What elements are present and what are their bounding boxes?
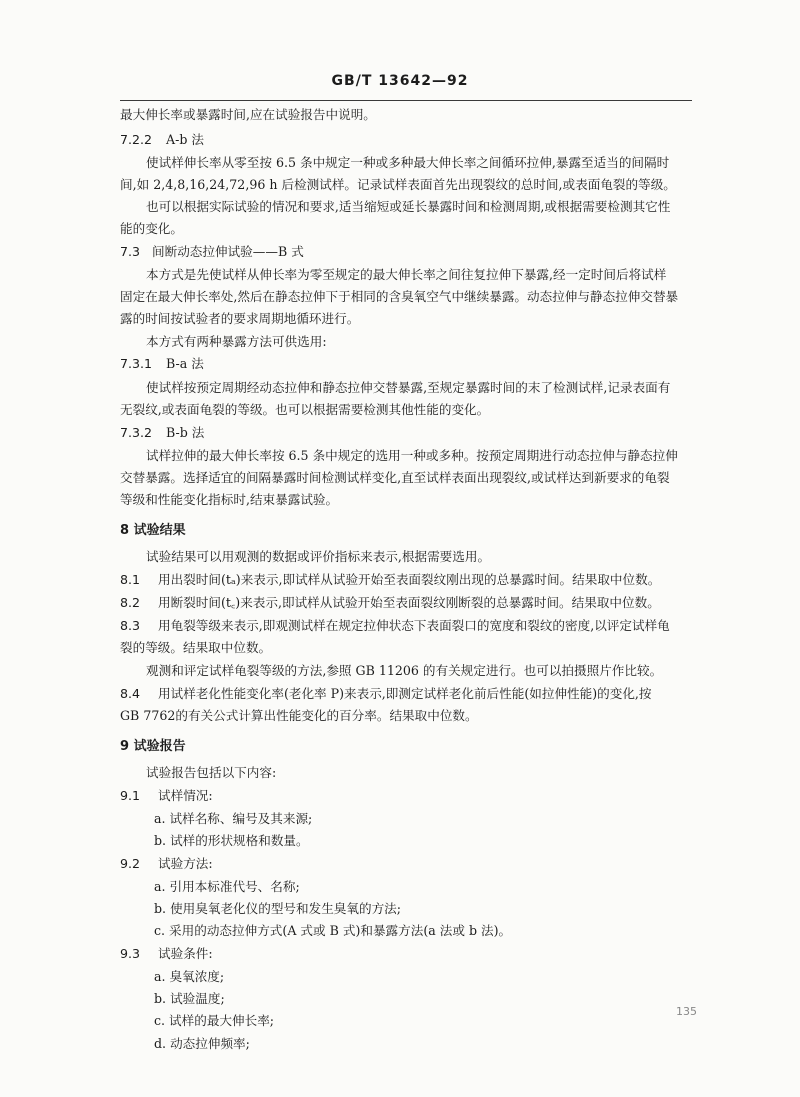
section-title-9-2: 试验方法: (158, 856, 213, 871)
section-number-8-2: 8.2 (120, 595, 141, 610)
list-item: b. 试验温度; (154, 991, 225, 1006)
paragraph-line: 能的变化。 (120, 221, 183, 236)
paragraph-line: 使试样按预定周期经动态拉伸和静态拉伸交替暴露,至规定暴露时间的末了检测试样,记录表面有 (146, 380, 671, 395)
list-item: b. 试样的形状规格和数量。 (154, 833, 309, 848)
section-number-7-2-2: 7.2.2 (120, 132, 153, 147)
section-number-8-4: 8.4 (120, 686, 141, 701)
section-number-9-1: 9.1 (120, 788, 141, 803)
paragraph-line: 间,如 2,4,8,16,24,72,96 h 后检测试样。记录试样表面首先出现裂纹的总时间,或表面龟裂的等级。 (120, 177, 676, 192)
paragraph-line: 本方式是先使试样从伸长率为零至规定的最大伸长率之间往复拉伸下暴露,经一定时间后将试样 (146, 267, 667, 282)
paragraph-line: 试样拉伸的最大伸长率按 6.5 条中规定的选用一种或多种。按预定周期进行动态拉伸与静态拉伸 (146, 448, 678, 463)
section-text-8-1: 用出裂时间(tₐ)来表示,即试样从试验开始至表面裂纹刚出现的总暴露时间。结果取中位数。 (158, 572, 661, 587)
section-number-9-3: 9.3 (120, 946, 141, 961)
section-number-7-3-1: 7.3.1 (120, 356, 153, 371)
paragraph-line: 交替暴露。选择适宜的间隔暴露时间检测试样变化,直至试样表面出现裂纹,或试样达到新要求的龟裂 (120, 470, 670, 485)
section-number-7-3: 7.3 (120, 244, 141, 259)
paragraph-line: 试验结果可以用观测的数据或评价指标来表示,根据需要选用。 (146, 549, 491, 564)
paragraph-line: 固定在最大伸长率处,然后在静态拉伸下于相同的含臭氧空气中继续暴露。动态拉伸与静态拉伸交替暴 (120, 289, 679, 304)
section-title-7-2-2: A-b 法 (166, 132, 205, 147)
paragraph-line: 本方式有两种暴露方法可供选用: (146, 334, 327, 349)
section-heading-8: 8 试验结果 (120, 523, 186, 538)
paragraph-line: 等级和性能变化指标时,结束暴露试验。 (120, 492, 339, 507)
section-text-8-4: 用试样老化性能变化率(老化率 P)来表示,即测定试样老化前后性能(如拉伸性能)的变化,按 (158, 686, 652, 701)
section-text-8-3: 用龟裂等级来表示,即观测试样在规定拉伸状态下表面裂口的宽度和裂纹的密度,以评定试样龟 (158, 618, 670, 633)
list-item: c. 试样的最大伸长率; (154, 1013, 275, 1028)
paragraph-line: GB 7762的有关公式计算出性能变化的百分率。结果取中位数。 (120, 708, 478, 723)
list-item: a. 臭氧浓度; (154, 969, 225, 984)
paragraph-line: 观测和评定试样龟裂等级的方法,参照 GB 11206 的有关规定进行。也可以拍摄照片作比较。 (146, 663, 663, 678)
section-text-8-2: 用断裂时间(t꜀)来表示,即试样从试验开始至表面裂纹刚断裂的总暴露时间。结果取中位数。 (158, 595, 660, 610)
page-number: 135 (676, 1005, 697, 1018)
list-item: b. 使用臭氧老化仪的型号和发生臭氧的方法; (154, 901, 401, 916)
paragraph-line: 也可以根据实际试验的情况和要求,适当缩短或延长暴露时间和检测周期,或根据需要检测其它性 (146, 199, 671, 214)
list-item: c. 采用的动态拉伸方式(A 式或 B 式)和暴露方法(a 法或 b 法)。 (154, 923, 512, 938)
section-title-7-3: 间断动态拉伸试验——B 式 (152, 244, 304, 259)
list-item: a. 引用本标准代号、名称; (154, 879, 300, 894)
section-heading-9: 9 试验报告 (120, 739, 186, 754)
section-number-9-2: 9.2 (120, 856, 141, 871)
list-item: d. 动态拉伸频率; (154, 1036, 250, 1051)
section-title-7-3-1: B-a 法 (166, 356, 204, 371)
section-number-7-3-2: 7.3.2 (120, 425, 153, 440)
paragraph-line: 最大伸长率或暴露时间,应在试验报告中说明。 (120, 107, 376, 122)
header-rule (120, 100, 692, 101)
section-title-9-3: 试验条件: (158, 946, 213, 961)
paragraph-line: 使试样伸长率从零至按 6.5 条中规定一种或多种最大伸长率之间循环拉伸,暴露至适当的间隔时 (146, 155, 670, 170)
paragraph-line: 裂的等级。结果取中位数。 (120, 640, 272, 655)
section-number-8-1: 8.1 (120, 572, 141, 587)
section-title-7-3-2: B-b 法 (166, 425, 205, 440)
standard-number-header: GB/T 13642—92 (331, 73, 469, 89)
paragraph-line: 无裂纹,或表面龟裂的等级。也可以根据需要检测其他性能的变化。 (120, 402, 490, 417)
paragraph-line: 露的时间按试验者的要求周期地循环进行。 (120, 311, 360, 326)
list-item: a. 试样名称、编号及其来源; (154, 811, 313, 826)
section-number-8-3: 8.3 (120, 618, 141, 633)
section-title-9-1: 试样情况: (158, 788, 213, 803)
paragraph-line: 试验报告包括以下内容: (146, 765, 277, 780)
